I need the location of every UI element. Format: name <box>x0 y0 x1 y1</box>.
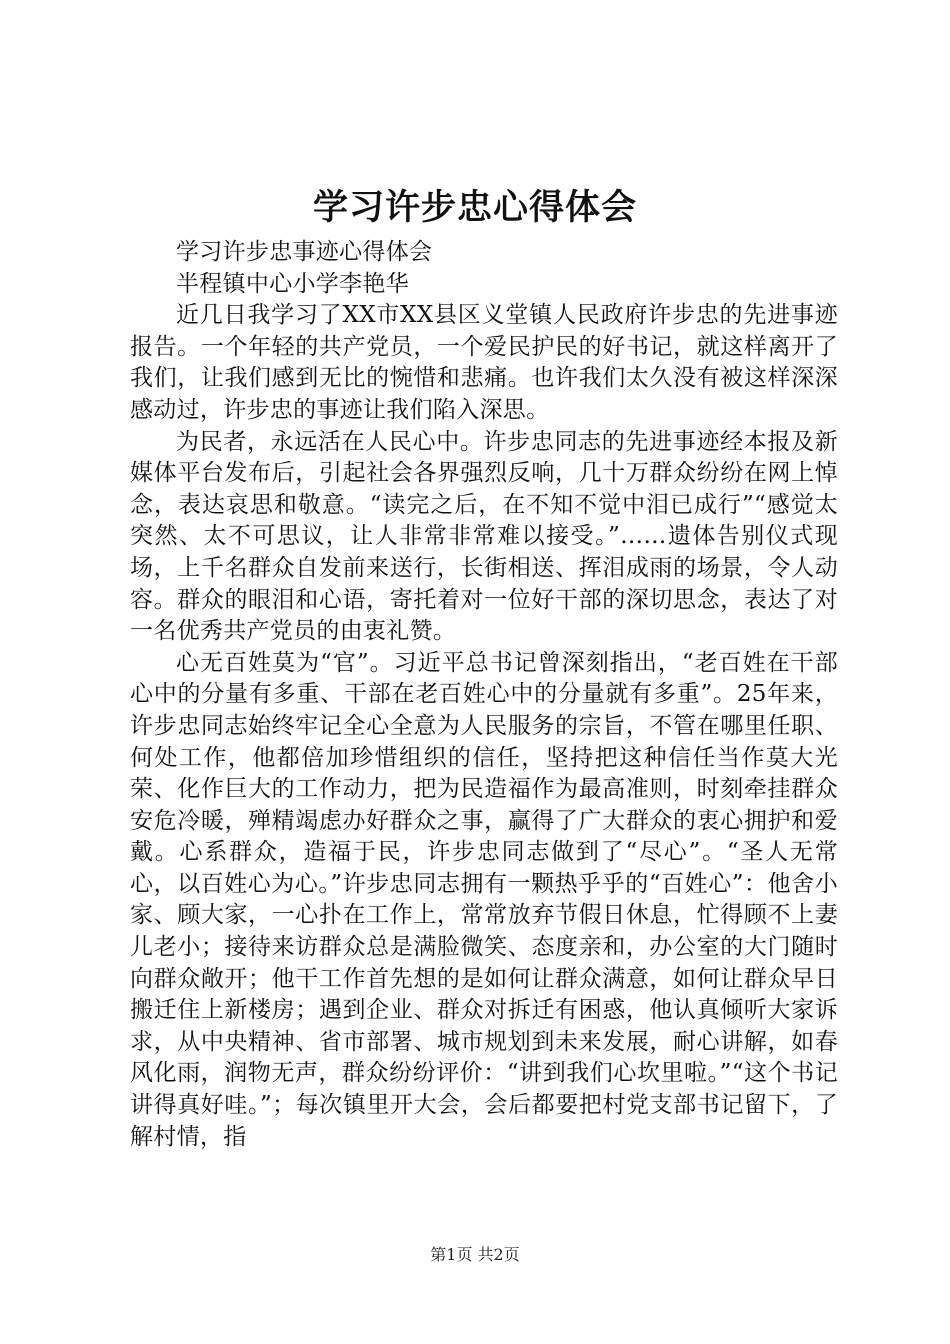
body-paragraph: 为民者，永远活在人民心中。许步忠同志的先进事迹经本报及新媒体平台发布后，引起社会各界强烈反响，几十万群众纷纷在网上悼念，表达哀思和敬意。“读完之后，在不知不觉中泪已成行”“感觉太突然、太不可思议，让人非常非常难以接受。”……遗体告别仪式现场，上千名群众自发前来送行，长街相送、挥泪成雨的场景，令人动容。群众的眼泪和心语，寄托着对一位好干部的深切思念，表达了对一名优秀共产党员的由衷礼赞。 <box>130 428 838 645</box>
document-title: 学习许步忠心得体会 <box>312 187 637 228</box>
subtitle-paragraph: 学习许步忠事迹心得体会 <box>176 239 433 265</box>
author-paragraph: 半程镇中心小学李艳华 <box>176 270 409 297</box>
body-paragraph: 近几日我学习了XX市XX县区义堂镇人民政府许步忠的先进事迹报告。一个年轻的共产党员，一个爱民护民的好书记，就这样离开了我们，让我们感到无比的惋惜和悲痛。也许我们太久没有被这样深深感动过，许步忠的事迹让我们陷入深思。 <box>130 302 838 423</box>
body-paragraph: 心无百姓莫为“官”。习近平总书记曾深刻指出，“老百姓在干部心中的分量有多重、干部在老百姓心中的分量就有多重”。25年来，许步忠同志始终牢记全心全意为人民服务的宗旨，不管在哪里任职、何处工作，他都倍加珍惜组织的信任，坚持把这种信任当作莫大光荣、化作巨大的工作动力，把为民造福作为最高准则，时刻牵挂群众安危冷暖，殚精竭虑办好群众之事，赢得了广大群众的衷心拥护和爱戴。心系群众，造福于民，许步忠同志做到了“尽心”。“圣人无常心，以百姓心为心。”许步忠同志拥有一颗热乎乎的“百姓心”：他舍小家、顾大家，一心扑在工作上，常常放弃节假日休息，忙得顾不上妻儿老小；接待来访群众总是满脸微笑、态度亲和，办公室的大门随时向群众敞开；他干工作首先想的是如何让群众满意，如何让群众早日搬迁住上新楼房；遇到企业、群众对拆迁有困惑，他认真倾听大家诉求，从中央精神、省市部署、城市规划到未来发展，耐心讲解，如春风化雨，润物无声，群众纷纷评价：“讲到我们心坎里啦。”“这个书记讲得真好哇。”；每次镇里开大会，会后都要把村党支部书记留下，了解村情，指 <box>130 649 838 1150</box>
page-number-footer: 第1页 共2页 <box>430 1245 520 1264</box>
document-body <box>130 237 838 1153</box>
